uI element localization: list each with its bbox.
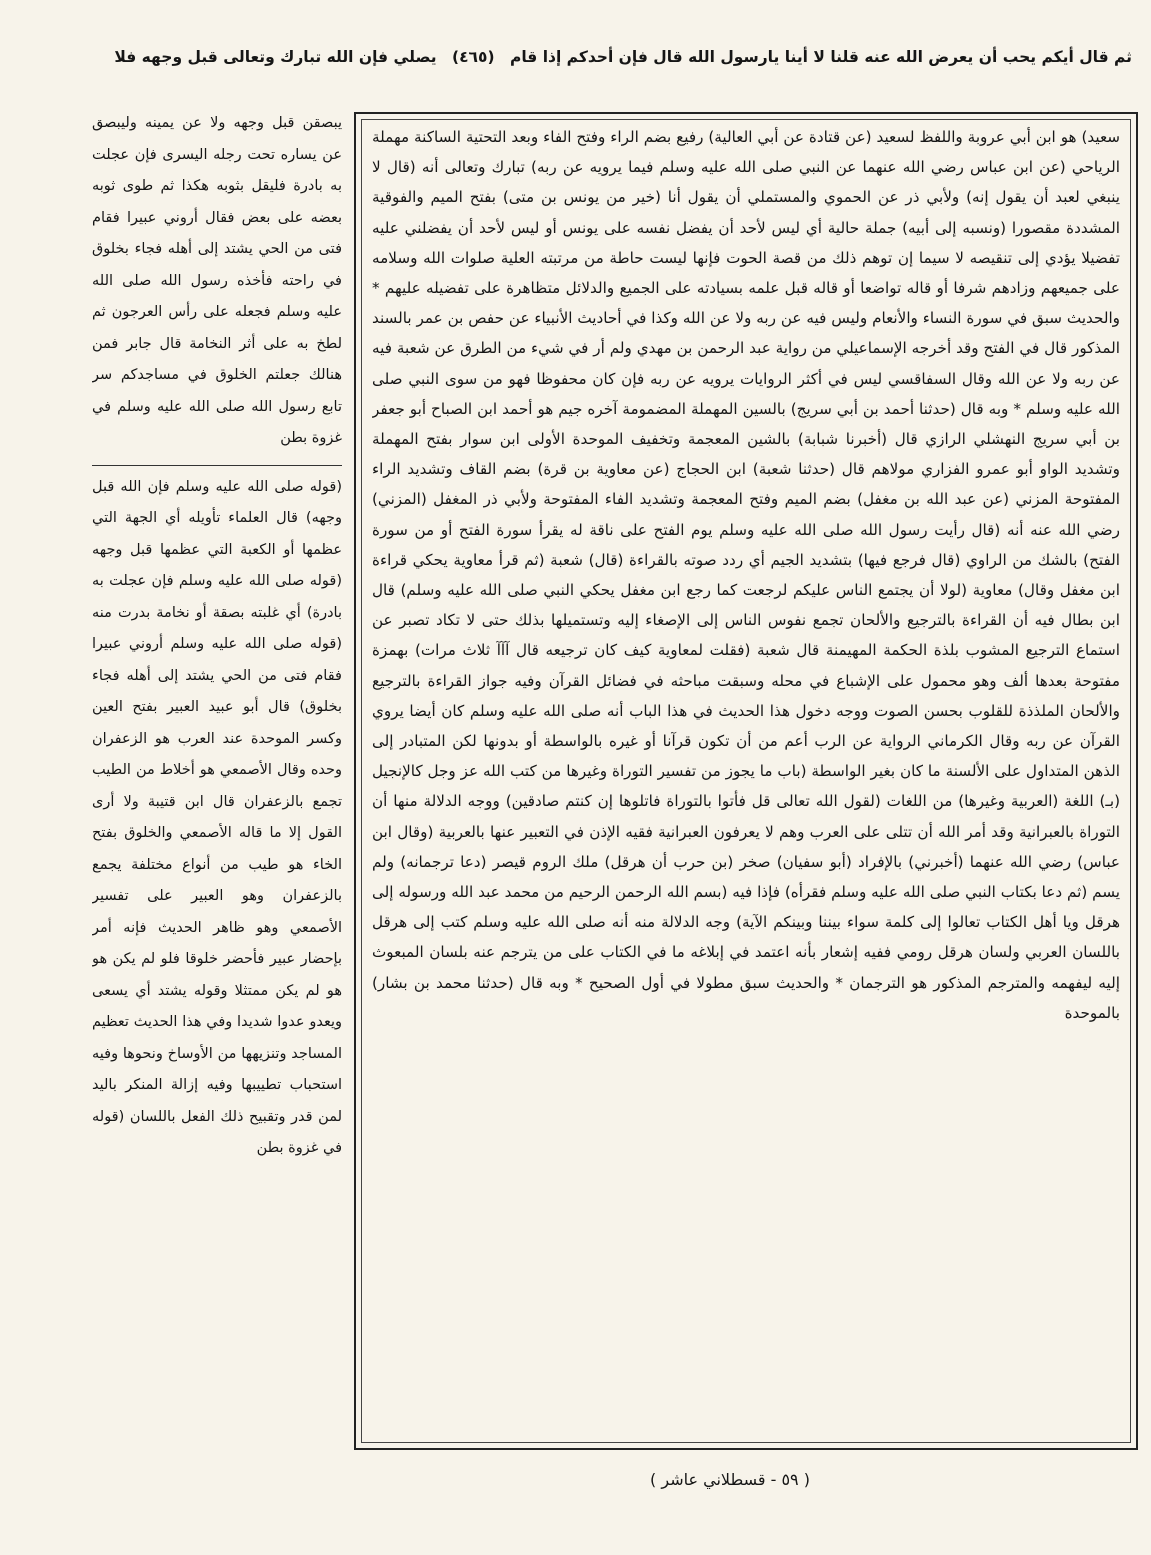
margin-notes-text: (قوله صلى الله عليه وسلم فإن الله قبل وجهه) قال العلماء تأويله أي الجهة التي عظمها أو الكعبة التي عظمها قبل وجهه (قوله صلى الله عليه وسلم فإن عجلت به بادرة) أي غلبته بصقة أو نخامة بدرت منه (قوله صلى الله عليه وسلم أروني عبيرا فقام فتى من الحي يشتد إلى أهله فجاء بخلوق) قال أبو عبيد العبير بفتح العين وكسر الموحدة عند العرب هو الزعفران وحده وقال الأصمعي هو أخلاط من الطيب تجمع بالزعفران قال ابن قتيبة ولا أرى القول إلا ما قاله الأصمعي والخلوق بفتح الخاء هو طيب من أنواع مختلفة يجمع بالزعفران وهو العبير على تفسير الأصمعي وهو ظاهر الحديث فإنه أمر بإحضار عبير فأحضر خلوقا فلو لم يكن هو هو لم يكن ممتثلا وقوله يشتد أي يسعى ويعدو عدوا شديدا وفي هذا الحديث تعظيم المساجد وتنزيهها من الأوساخ ونحوها وفيه استحباب تطييبها وفيه إزالة المنكر باليد لمن قدر وتقبيح ذلك الفعل باللسان (قوله في غزوة بطن	[92, 478, 342, 1156]
page-header	[92, 40, 1132, 110]
page-number: (٤٦٥)	[451, 48, 495, 66]
main-text-frame	[354, 112, 1138, 1450]
header-text-right: ثم قال أيكم يحب أن يعرض الله عنه قلنا لا أينا يارسول الله قال فإن أحدكم إذا قام	[509, 48, 1132, 66]
margin-commentary	[92, 108, 342, 1508]
main-commentary	[372, 122, 1120, 1436]
main-body-text: سعيد) هو ابن أبي عروبة واللفظ لسعيد (عن قتادة عن أبي العالية) رفيع بضم الراء وفتح الفاء وبعد التحتية الساكنة مهملة الرياحي (عن ابن عباس رضي الله عنهما عن النبي صلى الله عليه وسلم فيما يرويه عن ربه) تبارك وتعالى أنه (قال لا ينبغي لعبد أن يقول إنه) ولأبي ذر عن الحموي والمستملي أن يقول أنا (خير من يونس بن متى) بفتح الميم والفوقية المشددة مقصورا (ونسبه إلى أبيه) جملة حالية أي ليس لأحد أن يفضل نفسه على يونس أو ليس لأحد أن يفضلني عليه تفضيلا يؤدي إلى تنقيصه لا سيما إن توهم ذلك من قصة الحوت فإنها ليست حاطة من مرتبته العلية صلوات الله وسلامه على جميعهم وزادهم شرفا أو قاله تواضعا أو قاله قبل علمه بسيادته على الجميع والدلائل متظاهرة على تفضيله عليهم * والحديث سبق في سورة النساء والأنعام وليس فيه عن ربه ولا عن الله وكذا في أحاديث الأنبياء عن حفص بن عمر بالسند المذكور قال في الفتح وقد أخرجه الإسماعيلي من رواية عبد الرحمن بن مهدي ولم أر في شيء من الطرق عن شعبة فيه عن ربه ولا عن الله وقال السفاقسي ليس في أكثر الروايات يرويه عن ربه فإن كان محفوظا فهو من سوى النبي صلى الله عليه وسلم * وبه قال (حدثنا أحمد بن أبي سريج) بالسين المهملة المضمومة آخره جيم هو أحمد ابن الصباح أبو جعفر بن أبي سريج النهشلي الرازي قال (أخبرنا شبابة) بالشين المعجمة وتخفيف الموحدة الأولى ابن سوار بفتح المهملة وتشديد الواو أبو عمرو الفزاري مولاهم قال (حدثنا شعبة) ابن الحجاج (عن معاوية بن قرة) بضم القاف وتشديد الراء المفتوحة المزني (عن عبد الله بن مغفل) بضم الميم وفتح المعجمة وتشديد الفاء المفتوحة ولأبي ذر المغفل (المزني) رضي الله عنه أنه (قال رأيت رسول الله صلى الله عليه وسلم يوم الفتح على ناقة له يقرأ سورة الفتح أو من سورة الفتح) بالشك من الراوي (قال فرجع فيها) بتشديد الجيم أي ردد صوته بالقراءة (قال) شعبة (ثم قرأ معاوية يحكي قراءة ابن مغفل وقال) معاوية (لولا أن يجتمع الناس عليكم لرجعت كما رجع ابن مغفل يحكي النبي صلى الله عليه وسلم) قال ابن بطال فيه أن القراءة بالترجيع والألحان تجمع نفوس الناس إلى الإصغاء إليه وتستميلها بذلك حتى لا تكاد تصبر عن استماع الترجيع المشوب بلذة الحكمة المهيمنة قال شعبة (فقلت لمعاوية كيف كان ترجيعه قال آآآ ثلاث مرات) بهمزة مفتوحة بعدها ألف وهو محمول على الإشباع في محله وسبقت مباحثه في فضائل القرآن وفيه جواز القراءة بالترجيع والألحان الملذذة للقلوب بحسن الصوت ووجه دخول هذا الحديث في هذا الباب أنه صلى الله عليه وسلم كان أيضا يروي القرآن عن ربه وقال الكرماني الرواية عن الرب أعم من أن تكون قرآنا أو غيره بالواسطة أو بدونها لكن المتبادر إلى الذهن المتداول على الألسنة ما كان بغير الواسطة (باب ما يجوز من تفسير التوراة وغيرها من كتب الله عز وجل كالإنجيل (بـ) اللغة (العربية وغيرها) من اللغات (لقول الله تعالى قل فأتوا بالتوراة فاتلوها إن كنتم صادقين) ووجه الدلالة منها أن التوراة بالعبرانية وقد أمر الله أن تتلى على العرب وهم لا يعرفون العبرانية فقيه الإذن في التعبير عنها بالعربية (وقال ابن عباس) رضي الله عنهما (أخبرني) بالإفراد (أبو سفيان) صخر (بن حرب أن هرقل) ملك الروم قيصر (دعا ترجمانه) ولم يسم (ثم دعا بكتاب النبي صلى الله عليه وسلم فقرأه) فإذا فيه (بسم الله الرحمن الرحيم من محمد عبد الله ورسوله إلى هرقل ويا أهل الكتاب تعالوا إلى كلمة سواء بيننا وبينكم الآية) وجه الدلالة منه أنه صلى الله عليه وسلم كتب إلى هرقل باللسان العربي ولسان هرقل رومي ففيه إشعار بأنه اعتمد في إبلاغه ما في الكتاب على من يترجم عنه بلسان المبعوث إليه ليفهمه والمترجم المذكور هو الترجمان * والحديث سبق مطولا في أول الصحيح * وبه قال (حدثنا محمد بن بشار) بالموحدة	[372, 128, 1120, 1022]
header-text-left: يصلي فإن الله تبارك وتعالى قبل وجهه فلا	[114, 48, 437, 66]
footer-signature: ( ٥٩ - قسطلاني عاشر )	[650, 1470, 810, 1489]
margin-hadith-text: يبصقن قبل وجهه ولا عن يمينه وليبصق عن يساره تحت رجله اليسرى فإن عجلت به بادرة فليقل بثوبه هكذا ثم طوى ثوبه بعضه على بعض فقال أروني عبيرا فقام فتى من الحي يشتد إلى أهله فجاء بخلوق في راحته فأخذه رسول الله صلى الله عليه وسلم فجعله على رأس العرجون ثم لطخ به على أثر النخامة قال جابر فمن هنالك جعلتم الخلوق في مساجدكم سر تابع رسول الله صلى الله عليه وسلم في غزوة بطن	[92, 115, 342, 446]
margin-divider	[92, 465, 342, 466]
